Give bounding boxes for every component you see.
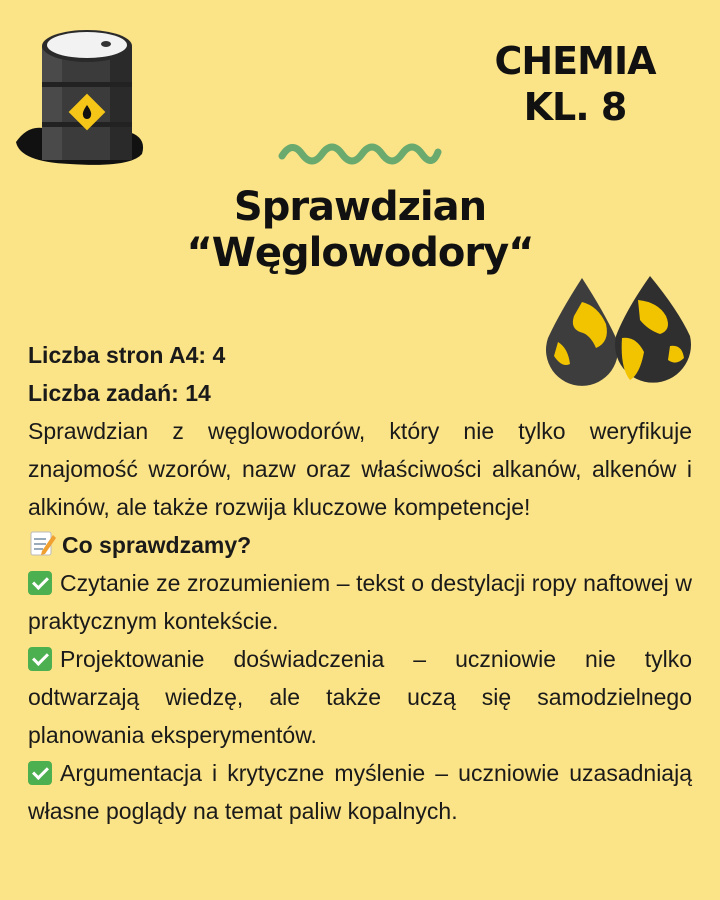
check-item	[28, 754, 692, 830]
content	[28, 336, 692, 830]
check-item	[28, 640, 692, 754]
check-mark-icon	[28, 761, 52, 785]
check-item-text: Czytanie ze zrozumieniem – tekst o destylacji ropy naftowej w praktycznym kontekście.	[28, 570, 692, 634]
class-level: KL. 8	[523, 85, 627, 129]
wave-divider	[278, 136, 442, 166]
check-item-text: Projektowanie doświadczenia – uczniowie nie tylko odtwarzają wiedzę, ale także uczą się samodzielnego planowania eksperymentów.	[28, 646, 692, 748]
check-item-text: Argumentacja i krytyczne myślenie – uczniowie uzasadniają własne poglądy na temat paliw kopalnych.	[28, 760, 692, 824]
title-line-1: Sprawdzian	[233, 184, 487, 230]
check-item	[28, 564, 692, 640]
pages-count: Liczba stron A4: 4	[28, 342, 226, 368]
page-title	[160, 184, 560, 276]
subject-label	[470, 38, 680, 130]
checks-heading-row	[28, 526, 692, 564]
check-mark-icon	[28, 571, 52, 595]
check-mark-icon	[28, 647, 52, 671]
oil-barrel-icon	[10, 22, 150, 172]
description: Sprawdzian z węglowodorów, który nie tylko weryfikuje znajomość wzorów, nazw oraz właściwości alkanów, alkenów i alkinów, ale także rozwija kluczowe kompetencje!	[28, 418, 692, 520]
tasks-count: Liczba zadań: 14	[28, 380, 211, 406]
title-line-2: “Węglowodory“	[186, 230, 534, 276]
memo-icon	[28, 529, 56, 557]
subject-name: CHEMIA	[494, 39, 656, 83]
checks-heading: Co sprawdzamy?	[62, 532, 252, 558]
